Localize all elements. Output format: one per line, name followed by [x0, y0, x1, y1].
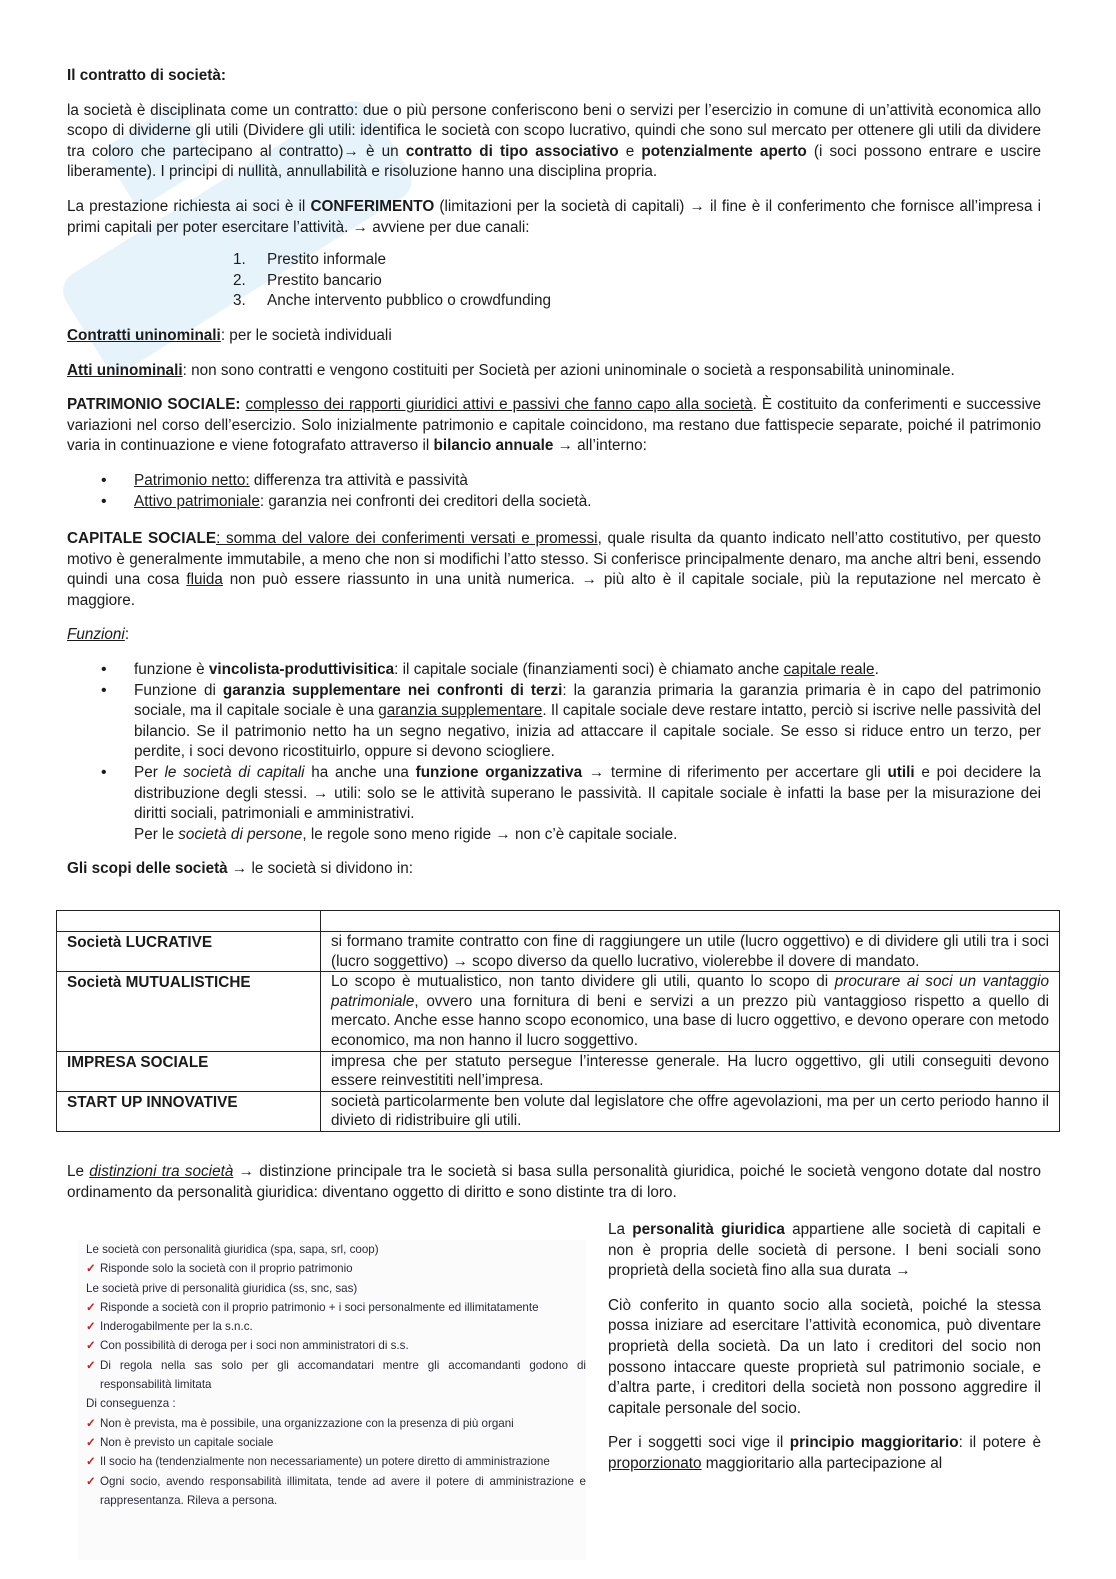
distinzioni-paragraph: Le distinzioni tra società → distinzione principale tra le società si basa sulla personalità giuridica, poiché le società vengono dotate dal nostro ordinamento da personalità giuridica: diventano oggetto di diritto e sono distinte tra di loro.: [67, 1163, 1041, 1201]
table-row: Società LUCRATIVE si formano tramite contratto con fine di raggiungere un utile (lucro oggettivo) e di dividere gli utili tra i soci (lucro soggettivo) → scopo diverso da quello lucrativo, violerebbe il dovere di mandato.: [57, 932, 1060, 972]
funzioni-list: [67, 660, 1041, 845]
capitale-paragraph: CAPITALE SOCIALE: somma del valore dei conferimenti versati e promessi, quale risulta da quanto indicato nell’atto costitutivo, per questo motivo è generalmente immutabile, a meno che non si modifichi l’atto stesso. Si conferisce principalmente denaro, ma anche altri beni, essendo quindi una cosa fluida non può essere riassunto in una unità numerica. → più alto è il capitale sociale, più la reputazione nel mercato è maggiore.: [67, 530, 1042, 609]
maggioritario-paragraph: Per i soggetti soci vige il principio maggioritario: il potere è proporzionato maggioritario alla partecipazione al: [608, 1434, 1042, 1472]
patrimonio-list: [67, 471, 1041, 512]
list-item: • Attivo patrimoniale: garanzia nei confronti dei creditori della società.: [134, 492, 1041, 513]
patrimonio-paragraph: PATRIMONIO SOCIALE: complesso dei rapporti giuridici attivi e passivi che fanno capo alla società. È costituito da conferimenti e successive variazioni nel corso dell’esercizio. Solo inizialmente patrimonio e capitale coincidono, ma restano due fattispecie separate, poiché il patrimonio varia in continuazione e viene fotografato attraverso il bilancio annuale → all’interno:: [67, 396, 1041, 455]
right-column: [608, 1220, 1041, 1475]
list-item: • Funzione di garanzia supplementare nei confronti di terzi: la garanzia primaria la garanzia primaria è in capo del patrimonio sociale, ma il capitale sociale è una garanzia supplementare. Il capitale sociale deve restare intatto, perciò si iscrive nelle passività del bilancio. Se il patrimonio netto ha un segno negativo, inizia ad attaccare il capitale sociale. Se esso si riduce entro un terzo, per perdite, i soci devono ricostituirlo, oppure si devono sciogliere.: [134, 681, 1041, 763]
image-heading: Di conseguenza :: [86, 1397, 176, 1411]
personalita-paragraph: La personalità giuridica appartiene alle società di capitali e non è propria delle società di persone. I beni sociali sono proprietà della società fino alla sua durata →: [608, 1221, 1042, 1280]
image-heading: Le società con personalità giuridica (spa, sapa, srl, coop): [86, 1243, 379, 1256]
contratti-uninominali: Contratti uninominali: per le società individuali: [67, 326, 392, 344]
checkmark-icon: ✓: [86, 1474, 96, 1488]
list-item: 2. Prestito bancario: [233, 271, 382, 289]
list-item: • Patrimonio netto: differenza tra attività e passività: [134, 471, 1041, 492]
list-item: ✓ Risponde a società con il proprio patrimonio + i soci personalmente ed illimitatamente: [86, 1298, 586, 1317]
checkmark-icon: ✓: [86, 1416, 96, 1430]
list-item: • Per le società di capitali ha anche una funzione organizzativa → termine di riferimento per accertare gli utili e poi decidere la distribuzione degli stessi. → utili: solo se le attività superano le passività. Il capitale sociale è infatti la base per la misurazione dei diritti sociali, patrimoniali e amministrativi. Per le società di persone, le regole sono meno rigide → non c’è capitale sociale.: [134, 763, 1041, 845]
list-item: ✓ Ogni socio, avendo responsabilità illimitata, tende ad avere il potere di amministrazione e rappresentanza. Rileva a persona.: [86, 1472, 586, 1511]
checkmark-icon: ✓: [86, 1358, 96, 1372]
table-row: START UP INNOVATIVE società particolarmente ben volute dal legislatore che offre agevolazioni, ma per un certo periodo hanno il divieto di ridistribuire gli utili.: [57, 1091, 1060, 1131]
checkmark-icon: ✓: [86, 1455, 96, 1469]
list-item: ✓ Non è prevista, ma è possibile, una organizzazione con la presenza di più organi: [86, 1414, 586, 1433]
scopi-table: [56, 910, 1060, 1132]
checkmark-icon: ✓: [86, 1262, 96, 1276]
conferimento-paragraph: La prestazione richiesta ai soci è il CONFERIMENTO (limitazioni per la società di capitali) → il fine è il conferimento che fornisce all’impresa i primi capitali per poter esercitare l’attività. → avviene per due canali:: [67, 197, 1041, 236]
document-body: [67, 66, 1041, 880]
checkmark-icon: ✓: [86, 1435, 96, 1449]
conferito-paragraph: Ciò conferito in quanto socio alla società, poiché la stessa possa iniziare ad esercitare l’attività economica, può diventare proprietà della società. Da un lato i creditori del socio non possono intaccare queste proprietà sul patrimonio sociale, e d’altra parte, i creditori della società non possono aggredire il capitale personale del socio.: [608, 1296, 1041, 1417]
list-item: ✓ Con possibilità di deroga per i soci non amministratori di s.s.: [86, 1336, 586, 1355]
table-header-row: [57, 911, 1060, 932]
checkmark-icon: ✓: [86, 1320, 96, 1334]
conferimento-list: [67, 250, 1041, 312]
list-item: ✓ Il socio ha (tendenzialmente non necessariamente) un potere diretto di amministrazione: [86, 1452, 586, 1471]
atti-uninominali: Atti uninominali: non sono contratti e vengono costituiti per Società per azioni uninominale o società a responsabilità uninominale.: [67, 361, 955, 379]
list-item: ✓ Inderogabilmente per la s.n.c.: [86, 1317, 586, 1336]
list-item: 3. Anche intervento pubblico o crowdfunding: [233, 292, 552, 310]
list-item: ✓ Non è previsto un capitale sociale: [86, 1433, 586, 1452]
funzioni-heading: Funzioni:: [67, 626, 130, 644]
page-title: Il contratto di società:: [67, 67, 226, 84]
scopi-heading: Gli scopi delle società → le società si dividono in:: [67, 860, 414, 878]
table-row: Società MUTUALISTICHE Lo scopo è mutualistico, non tanto dividere gli utili, quanto lo scopo di procurare ai soci un vantaggio patrimoniale, ovvero una fornitura di beni e servizi a un prezzo più vantaggioso rispetto a quello di mercato. Anche esse hanno scopo economico, una base di lucro oggettivo, e devono operare con metodo economico, ma non hanno il lucro soggettivo.: [57, 972, 1060, 1051]
list-item: ✓ Risponde solo la società con il proprio patrimonio: [86, 1259, 586, 1278]
intro-paragraph: la società è disciplinata come un contratto: due o più persone conferiscono beni o servizi per l’esercizio in comune di un’attività economica allo scopo di dividerne gli utili (Dividere gli utili: identifica le società con scopo lucrativo, quindi che sono sul mercato per ottenere gli utili da dividere tra coloro che partecipano al contratto)→ è un contratto di tipo associativo e potenzialmente aperto (i soci possono entrare e uscire liberamente). I principi di nullità, annullabilità e risoluzione hanno una disciplina propria.: [67, 101, 1042, 181]
table-row: IMPRESA SOCIALE impresa che per statuto persegue l’interesse generale. Ha lucro oggettivo, gli utili conseguiti devono essere reinvestititi nell’impresa.: [57, 1051, 1060, 1091]
list-item: • funzione è vincolista-produttivisitica: il capitale sociale (finanziamenti soci) è chiamato anche capitale reale.: [134, 660, 1041, 681]
list-item: 1. Prestito informale: [233, 251, 387, 269]
embedded-image-notes: [78, 1240, 586, 1560]
checkmark-icon: ✓: [86, 1300, 96, 1314]
list-item: ✓ Di regola nella sas solo per gli accomandatari mentre gli accomandanti godono di responsabilità limitata: [86, 1356, 586, 1395]
image-heading: Le società prive di personalità giuridica (ss, snc, sas): [86, 1281, 358, 1295]
checkmark-icon: ✓: [86, 1339, 96, 1353]
